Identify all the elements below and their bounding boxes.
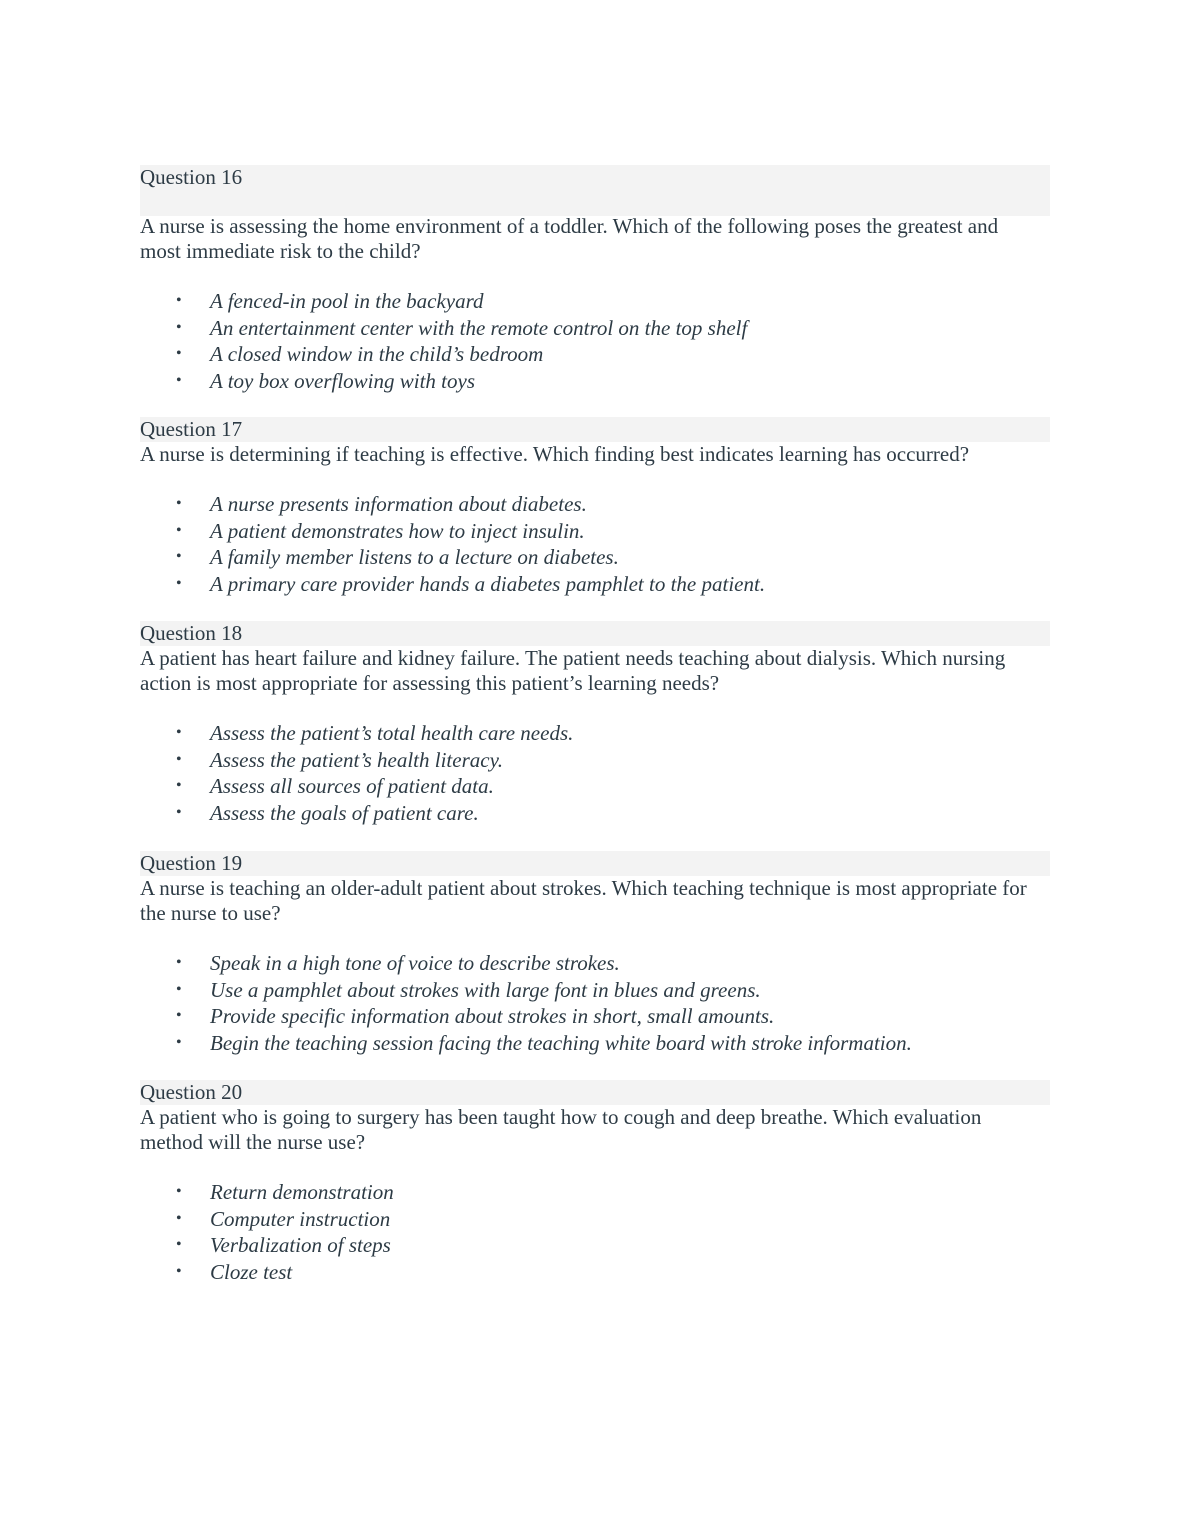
answer-text: A primary care provider hands a diabetes pamphlet to the patient.: [210, 572, 766, 597]
bullet-icon: •: [176, 548, 182, 566]
answer-text: A fenced-in pool in the backyard: [210, 289, 484, 313]
bullet-icon: •: [176, 1209, 182, 1227]
answer-option: [140, 1259, 1050, 1286]
answer-text: Computer instruction: [210, 1206, 391, 1231]
answer-option: [140, 747, 1050, 774]
answer-text: Assess the patient’s health literacy.: [210, 747, 503, 772]
bullet-icon: •: [176, 495, 182, 512]
answer-list: [140, 1179, 1050, 1286]
question-text: A patient has heart failure and kidney failure. The patient needs teaching about dialysis. Which nursing action is most appropriate for assessing this patient’s learning needs?: [140, 646, 1006, 695]
answer-text: A nurse presents information about diabetes.: [210, 492, 587, 516]
answer-option: [140, 368, 1050, 395]
question-text: A nurse is teaching an older-adult patient about strokes. Which teaching technique is most appropriate for the nurse to use?: [140, 876, 1027, 925]
question-17: [140, 417, 1050, 598]
answer-text: Return demonstration: [210, 1180, 394, 1204]
answer-text: A toy box overflowing with toys: [210, 369, 476, 394]
answer-option: [140, 1232, 1050, 1259]
answer-option: [140, 1179, 1050, 1206]
answer-list: [140, 288, 1050, 395]
bullet-icon: •: [176, 1183, 182, 1200]
bullet-icon: •: [176, 372, 182, 390]
answer-option: [140, 491, 1050, 518]
answer-text: A family member listens to a lecture on diabetes.: [210, 545, 619, 570]
bullet-icon: •: [176, 750, 182, 768]
bullet-icon: •: [176, 345, 182, 363]
question-title: Question 20: [140, 1080, 1050, 1105]
answer-list: [140, 720, 1050, 827]
answer-text: Speak in a high tone of voice to describe strokes.: [210, 951, 620, 975]
question-16: [140, 165, 1050, 395]
answer-option: [140, 544, 1050, 571]
answer-option: [140, 315, 1050, 342]
bullet-icon: •: [176, 318, 182, 336]
answer-option: [140, 288, 1050, 315]
question-title: Question 17: [140, 417, 1050, 442]
bullet-icon: •: [176, 1263, 182, 1281]
bullet-icon: •: [176, 724, 182, 741]
answer-option: [140, 800, 1050, 827]
answer-text: Assess the goals of patient care.: [210, 801, 479, 826]
answer-option: [140, 1003, 1050, 1030]
answer-text: Begin the teaching session facing the teaching white board with stroke information.: [210, 1031, 912, 1056]
bullet-icon: •: [176, 575, 182, 593]
question-text: A nurse is determining if teaching is effective. Which finding best indicates learning has occurred?: [140, 442, 970, 466]
question-text: A patient who is going to surgery has been taught how to cough and deep breathe. Which evaluation method will the nurse use?: [140, 1105, 982, 1154]
bullet-icon: •: [176, 954, 182, 971]
answer-option: [140, 720, 1050, 747]
bullet-icon: •: [176, 804, 182, 822]
answer-option: [140, 977, 1050, 1004]
bullet-icon: •: [176, 521, 182, 539]
answer-option: [140, 1030, 1050, 1057]
bullet-icon: •: [176, 1034, 182, 1052]
question-text: A nurse is assessing the home environment of a toddler. Which of the following poses the greatest and most immediate risk to the child?: [140, 214, 999, 263]
bullet-icon: •: [176, 777, 182, 795]
answer-option: [140, 1206, 1050, 1233]
answer-option: [140, 571, 1050, 598]
answer-text: Assess all sources of patient data.: [210, 774, 494, 799]
answer-text: Use a pamphlet about strokes with large font in blues and greens.: [210, 977, 761, 1002]
question-title: Question 16: [140, 165, 1050, 216]
answer-option: [140, 341, 1050, 368]
answer-text: Cloze test: [210, 1260, 293, 1285]
answer-option: [140, 773, 1050, 800]
answer-text: Provide specific information about strokes in short, small amounts.: [210, 1004, 775, 1029]
question-title: Question 19: [140, 851, 1050, 876]
bullet-icon: •: [176, 1236, 182, 1254]
answer-text: Verbalization of steps: [210, 1233, 391, 1258]
question-18: [140, 621, 1050, 827]
bullet-icon: •: [176, 1007, 182, 1025]
answer-list: [140, 950, 1050, 1057]
answer-option: [140, 518, 1050, 545]
answer-list: [140, 491, 1050, 598]
answer-text: A closed window in the child’s bedroom: [210, 342, 544, 367]
question-title: Question 18: [140, 621, 1050, 646]
answer-text: Assess the patient’s total health care needs.: [210, 721, 574, 745]
question-19: [140, 851, 1050, 1057]
answer-option: [140, 950, 1050, 977]
question-20: [140, 1080, 1050, 1286]
answer-text: A patient demonstrates how to inject insulin.: [210, 518, 585, 543]
bullet-icon: •: [176, 292, 182, 309]
answer-text: An entertainment center with the remote control on the top shelf: [210, 315, 748, 340]
bullet-icon: •: [176, 980, 182, 998]
